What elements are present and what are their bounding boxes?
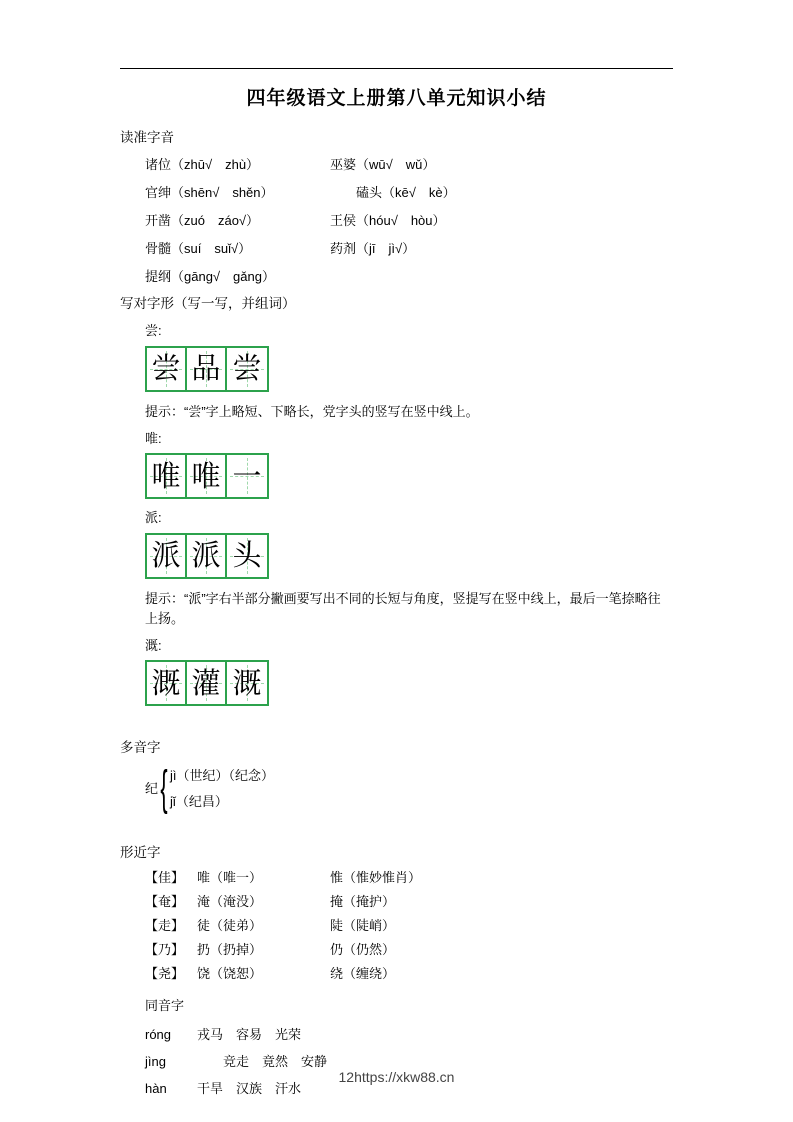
writing-grid (145, 346, 269, 392)
writing-grid (145, 660, 269, 706)
grid-character: 唯 (191, 458, 221, 493)
grid-character: 尝 (232, 351, 262, 385)
similar-row (145, 962, 673, 986)
polyphonic-reading: jì（世纪）（纪念） (170, 767, 275, 783)
similar-word: 惟（惟妙惟肖） (330, 870, 422, 886)
writing-char-label: 溉: (145, 637, 162, 653)
pronunciation-row (145, 235, 673, 263)
grid-cell (147, 348, 187, 390)
page-title: 四年级语文上册第八单元知识小结 (246, 88, 547, 109)
grid-character: 派 (151, 538, 181, 573)
homophone-pinyin: jìng (145, 1054, 166, 1070)
grid-cell (147, 535, 187, 577)
pronunciation-item: 官绅（shēn√ shěn） (145, 185, 274, 200)
writing-list (145, 321, 673, 708)
section-similar-chars (120, 843, 673, 1103)
grid-character: 溉 (151, 665, 181, 700)
pronunciation-item: 磕头（kē√ kè） (330, 185, 456, 200)
pronunciation-row (145, 207, 673, 235)
homophone-words: 竞走 竟然 安静 (197, 1054, 328, 1070)
grid-cell (227, 662, 267, 704)
pronunciation-item: 提纲（gāng√ gǎng） (145, 269, 275, 284)
writing-grid (145, 533, 269, 579)
similar-word: 饶（饶恕） (197, 966, 263, 982)
pronunciation-item: 巫婆（wū√ wǔ） (330, 157, 436, 172)
homophone-pinyin: róng (145, 1027, 172, 1043)
grid-character: 唯 (151, 458, 181, 493)
grid-character: 品 (191, 351, 221, 385)
similar-word: 徒（徒弟） (197, 918, 263, 934)
footer-link[interactable]: https://xkw88.cn (354, 1069, 455, 1085)
polyphonic-entry (145, 763, 673, 815)
polyphonic-reading: jǐ（纪昌） (170, 793, 228, 809)
grid-cell (147, 455, 187, 497)
section-writing (120, 294, 673, 709)
similar-key: 【佳】 (145, 870, 185, 886)
homophone-pinyin: hàn (145, 1081, 167, 1097)
homophone-words: 干旱 汉族 汗水 (197, 1081, 302, 1097)
writing-char-label: 尝: (145, 323, 162, 338)
similar-row (145, 938, 673, 962)
pronunciation-item: 王侯（hóu√ hòu） (330, 213, 446, 228)
grid-cell (147, 662, 187, 704)
pronunciation-row (145, 179, 673, 207)
brace-icon: { (160, 761, 168, 815)
grid-cell (187, 535, 227, 577)
grid-character: 溉 (232, 665, 262, 700)
similar-key: 【乃】 (145, 942, 185, 958)
similar-key: 【奄】 (145, 894, 185, 910)
similar-word: 扔（扔掉） (197, 942, 263, 958)
writing-char-label: 唯: (145, 430, 162, 446)
similar-word: 掩（掩护） (330, 894, 396, 910)
grid-cell (227, 455, 267, 497)
polyphonic-readings (170, 763, 274, 815)
grid-character: 头 (232, 538, 262, 573)
polyphonic-character: 纪 (145, 780, 159, 796)
similar-word: 陡（陡峭） (330, 918, 396, 934)
grid-character: 一 (232, 458, 262, 493)
header-divider (120, 68, 673, 69)
similar-word: 唯（唯一） (197, 870, 263, 886)
page-footer (0, 1067, 793, 1088)
writing-heading: 写对字形（写一写，并组词） (120, 295, 296, 311)
similar-row (145, 866, 673, 890)
writing-tip: 提示：“派”字右半部分撇画要写出不同的长短与角度，竖提写在竖中线上，最后一笔捺略往上扬。 (145, 590, 661, 626)
homophone-row (145, 1021, 673, 1048)
polyphonic-heading: 多音字 (120, 740, 161, 756)
pronunciation-item: 药剂（jī jì√） (330, 241, 416, 256)
writing-tip: 提示：“尝”字上略短、下略长，党字头的竖写在竖中线上。 (145, 403, 479, 419)
homophone-words: 戎马 容易 光荣 (197, 1027, 302, 1043)
grid-character: 尝 (151, 351, 181, 385)
section-pronunciation (120, 128, 673, 291)
homophone-heading: 同音字 (145, 997, 185, 1013)
pronunciation-row (145, 151, 673, 179)
similar-heading: 形近字 (120, 844, 161, 860)
pronunciation-item: 骨髓（suí suǐ√） (145, 241, 252, 256)
grid-character: 灌 (191, 665, 221, 700)
writing-grid (145, 453, 269, 499)
pronunciation-row (145, 263, 673, 291)
similar-word: 绕（缠绕） (330, 966, 396, 982)
pronunciation-list (145, 151, 673, 291)
writing-char-label: 派: (145, 510, 162, 526)
similar-word: 淹（淹没） (197, 894, 263, 910)
pronunciation-heading: 读准字音 (120, 129, 174, 145)
similar-row (145, 914, 673, 938)
grid-cell (227, 348, 267, 390)
similar-key: 【尧】 (145, 966, 185, 982)
grid-cell (187, 455, 227, 497)
grid-cell (227, 535, 267, 577)
similar-row (145, 890, 673, 914)
pronunciation-item: 诸位（zhū√ zhù） (145, 157, 260, 172)
grid-character: 派 (191, 538, 221, 573)
grid-cell (187, 662, 227, 704)
similar-word: 仍（仍然） (330, 942, 396, 958)
similar-key: 【走】 (145, 918, 185, 934)
page-number: 12 (338, 1069, 355, 1085)
pronunciation-item: 开凿（zuó záo√） (145, 213, 260, 228)
section-polyphonic (120, 738, 673, 814)
grid-cell (187, 348, 227, 390)
